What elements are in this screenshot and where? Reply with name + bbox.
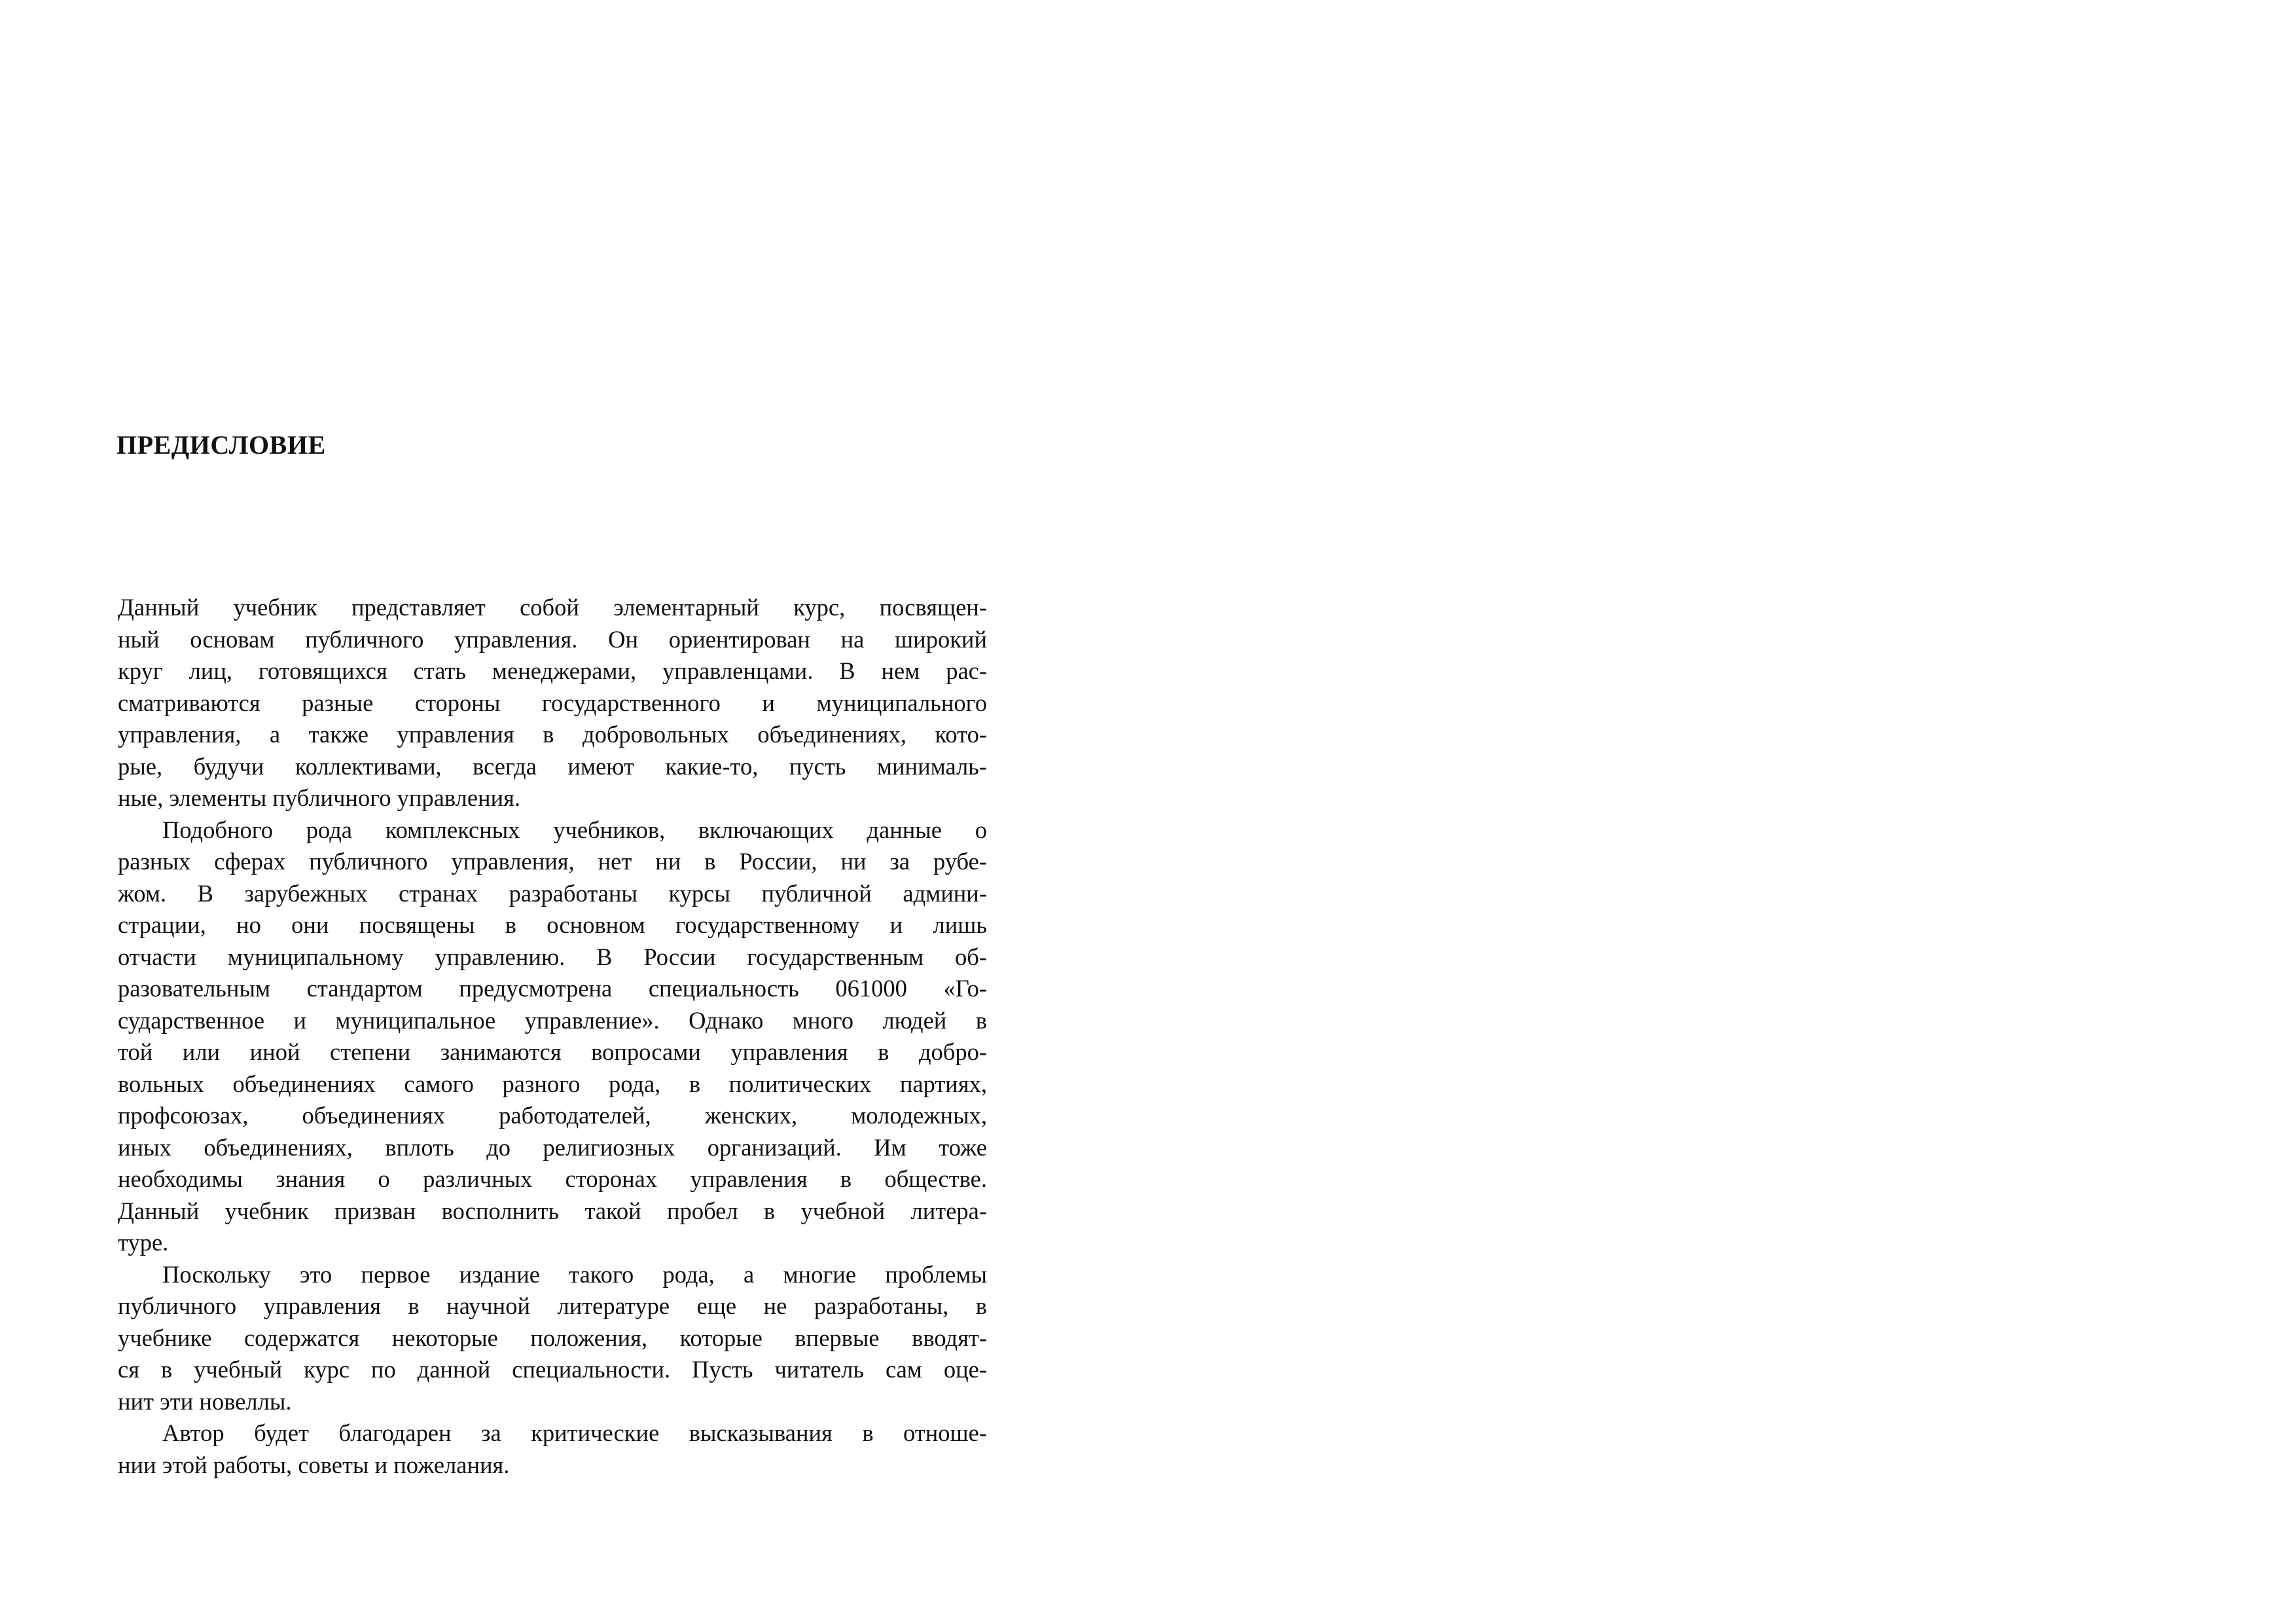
text-line: управления, а также управления в добровольных объединениях, кото- — [118, 721, 987, 748]
paragraph — [118, 1259, 987, 1418]
text-line: страции, но они посвящены в основном государственному и лишь — [118, 911, 987, 938]
text-line: круг лиц, готовящихся стать менеджерами, управленцами. В нем рас- — [118, 657, 987, 684]
text-line: Данный учебник представляет собой элементарный курс, посвящен- — [118, 594, 987, 621]
paragraph — [118, 1417, 987, 1481]
text-line: публичного управления в научной литературе еще не разработаны, в — [118, 1292, 987, 1319]
text-line: Поскольку это первое издание такого рода, а многие проблемы — [162, 1260, 987, 1288]
paragraph — [118, 592, 987, 814]
text-line: Подобного рода комплексных учебников, включающих данные о — [162, 816, 987, 843]
text-line: рые, будучи коллективами, всегда имеют какие-то, пусть минималь- — [118, 752, 987, 780]
text-line: учебнике содержатся некоторые положения, которые впервые вводят- — [118, 1324, 987, 1351]
text-line: необходимы знания о различных сторонах управления в обществе. — [118, 1165, 987, 1192]
page-title: ПРЕДИСЛОВИЕ — [117, 430, 326, 460]
text-line: вольных объединениях самого разного рода, в политических партиях, — [118, 1070, 987, 1097]
text-line: сматриваются разные стороны государственного и муниципального — [118, 689, 987, 716]
text-line: отчасти муниципальному управлению. В России государственным об- — [118, 943, 987, 970]
text-line: туре. — [118, 1229, 169, 1256]
preface-body — [118, 592, 987, 1481]
text-line: сударственное и муниципальное управление». Однако много людей в — [118, 1006, 987, 1034]
text-line: ные, элементы публичного управления. — [118, 784, 521, 811]
text-line: ный основам публичного управления. Он ориентирован на широкий — [118, 625, 987, 653]
text-line: нит эти новеллы. — [118, 1387, 292, 1415]
text-line: той или иной степени занимаются вопросами управления в добро- — [118, 1038, 987, 1065]
text-line: нии этой работы, советы и пожелания. — [118, 1451, 510, 1478]
text-line: Данный учебник призван восполнить такой пробел в учебной литера- — [118, 1197, 987, 1224]
text-line: ся в учебный курс по данной специальности. Пусть читатель сам оце- — [118, 1356, 987, 1383]
text-line: разных сферах публичного управления, нет ни в России, ни за рубе- — [118, 848, 987, 875]
text-line: иных объединениях, вплоть до религиозных организаций. Им тоже — [118, 1133, 987, 1161]
text-line: жом. В зарубежных странах разработаны курсы публичной админи- — [118, 879, 987, 907]
paragraph — [118, 814, 987, 1259]
text-line: профсоюзах, объединениях работодателей, женских, молодежных, — [118, 1102, 987, 1129]
text-line: разовательным стандартом предусмотрена специальность 061000 «Го- — [118, 975, 987, 1002]
text-line: Автор будет благодарен за критические высказывания в отноше- — [162, 1419, 987, 1446]
